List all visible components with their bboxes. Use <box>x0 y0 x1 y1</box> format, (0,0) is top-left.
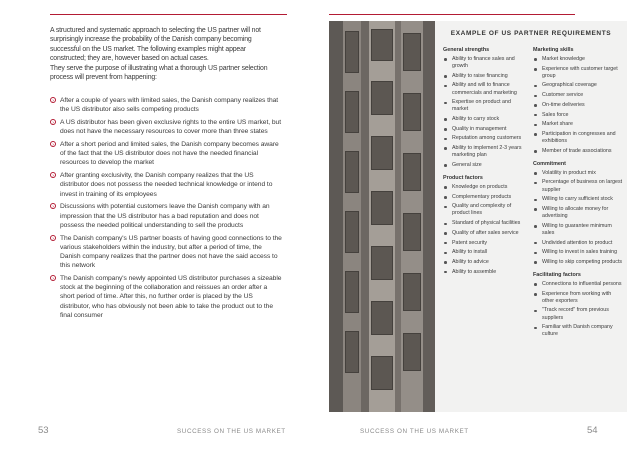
list-item: Willing to carry sufficient stock <box>533 196 623 203</box>
right-page <box>319 0 638 453</box>
requirements-panel <box>435 21 627 412</box>
list-item: › A US distributor has been given exclusive rights to the entire US market, but does not have the necessary resources to cover more than three states <box>50 118 282 136</box>
list-item: "Track record" from previous suppliers <box>533 307 623 321</box>
page-number: 54 <box>587 425 598 436</box>
list-item: Willing to invest in sales training <box>533 249 623 256</box>
list-item: Undivided attention to product <box>533 240 623 247</box>
list-item: › After granting exclusivity, the Danish company realizes that the US distributor does not possess the needed technical knowledge or intend to invest in training of its employees <box>50 171 282 199</box>
list-item: Knowledge on products <box>443 184 523 191</box>
top-rule <box>329 14 575 15</box>
list-item: On-time deliveries <box>533 102 623 109</box>
list-item: Expertise on product and market <box>443 99 523 113</box>
intro-text <box>50 26 280 82</box>
list-item: › The Danish company's US partner boasts of having good connections to the various stakeholders within the industry, but after a period of time, the Danish company realizes that the partner does not have the said access to this network <box>50 234 282 271</box>
list-item: Standard of physical facilities <box>443 220 523 227</box>
list-item: Experience from working with other exporters <box>533 291 623 305</box>
list-item: Reputation among customers <box>443 135 523 142</box>
list-item: Market knowledge <box>533 56 623 63</box>
section-title: Marketing skills <box>533 47 574 53</box>
intro-paragraph: A structured and systematic approach to selecting the US partner will not surprisingly increase the probability of the Danish company becoming successful on the US market. The following examples might appear constructed; they are, however based on actual cases. <box>50 27 261 63</box>
requirements-list <box>533 170 623 266</box>
list-item: Connections to influential persons <box>533 281 623 288</box>
list-item: › Discussions with potential customers leave the Danish company with an impression that the US distributor has a bad reputation and does not possess the needed political understanding to sell the products <box>50 202 282 230</box>
requirements-list <box>443 56 523 169</box>
list-item: Willing to guarantee minimum sales <box>533 223 623 237</box>
requirements-list <box>533 281 623 338</box>
section-title: Commitment <box>533 160 566 167</box>
list-item: Quality and complexity of product lines <box>443 203 523 217</box>
list-item: › After a short period and limited sales, the Danish company becomes aware of the fact that the US distributor does not have the needed financial resources to develop the market <box>50 140 282 168</box>
arrow-icon: › <box>50 203 56 209</box>
list-item: Percentage of business on largest supplier <box>533 179 623 193</box>
examples-list <box>50 96 282 324</box>
footer-title: SUCCESS ON THE US MARKET <box>177 428 286 435</box>
building-photo <box>329 21 435 412</box>
list-item: › After a couple of years with limited sales, the Danish company realizes that the US distributor also sells competing products <box>50 96 282 114</box>
footer-title: SUCCESS ON THE US MARKET <box>360 428 469 435</box>
list-item: Volatility in product mix <box>533 170 623 177</box>
section-title: Product factors <box>443 174 483 181</box>
page-number: 53 <box>38 425 49 436</box>
list-item: Experience with customer target group <box>533 66 623 80</box>
panel-title: EXAMPLE OF US PARTNER REQUIREMENTS <box>450 30 612 37</box>
list-item: Willing to skip competing products <box>533 259 623 266</box>
list-item: Quality of after sales service <box>443 230 523 237</box>
arrow-icon: › <box>50 97 56 103</box>
intro-paragraph: They serve the purpose of illustrating what a thorough US partner selection process will prevent from happening: <box>50 64 268 82</box>
list-item: Ability to carry stock <box>443 116 523 123</box>
arrow-icon: › <box>50 172 56 178</box>
arrow-icon: › <box>50 275 56 281</box>
list-item: Ability to raise financing <box>443 73 523 80</box>
list-item: Ability and will to finance commercials and marketing <box>443 82 523 96</box>
list-item: Ability to install <box>443 249 523 256</box>
list-item: Customer service <box>533 92 623 99</box>
list-item: Patent security <box>443 240 523 247</box>
section-title: Facilitating factors <box>533 271 581 278</box>
arrow-icon: › <box>50 141 56 147</box>
list-item: Geographical coverage <box>533 82 623 89</box>
list-item: Ability to implement 2-3 years marketing plan <box>443 145 523 159</box>
list-item: Ability to assemble <box>443 269 523 276</box>
arrow-icon: › <box>50 119 56 125</box>
list-item: Market share <box>533 121 623 128</box>
requirements-list <box>443 184 523 276</box>
list-item: Ability to advice <box>443 259 523 266</box>
list-item: Willing to allocate money for advertising <box>533 206 623 220</box>
arrow-icon: › <box>50 235 56 241</box>
top-rule <box>50 14 287 15</box>
list-item: General size <box>443 162 523 169</box>
list-item: Sales force <box>533 112 623 119</box>
section-title: General strengths <box>443 47 490 53</box>
list-item: › The Danish company's newly appointed US distributor purchases a sizeable stock at the beginning of the collaboration and reissues an order after a short period of time. After this, no further order is placed by the US distributor, who has obviously not been able to take the product out to the final consumer <box>50 274 282 320</box>
list-item: Familiar with Danish company culture <box>533 324 623 338</box>
requirements-column-left <box>443 47 523 282</box>
list-item: Member of trade associations <box>533 148 623 155</box>
list-item: Quality in management <box>443 126 523 133</box>
list-item: Ability to finance sales and growth <box>443 56 523 70</box>
requirements-column-right <box>533 47 623 344</box>
list-item: Complementary products <box>443 194 523 201</box>
requirements-list <box>533 56 623 155</box>
list-item: Participation in congresses and exhibitions <box>533 131 623 145</box>
